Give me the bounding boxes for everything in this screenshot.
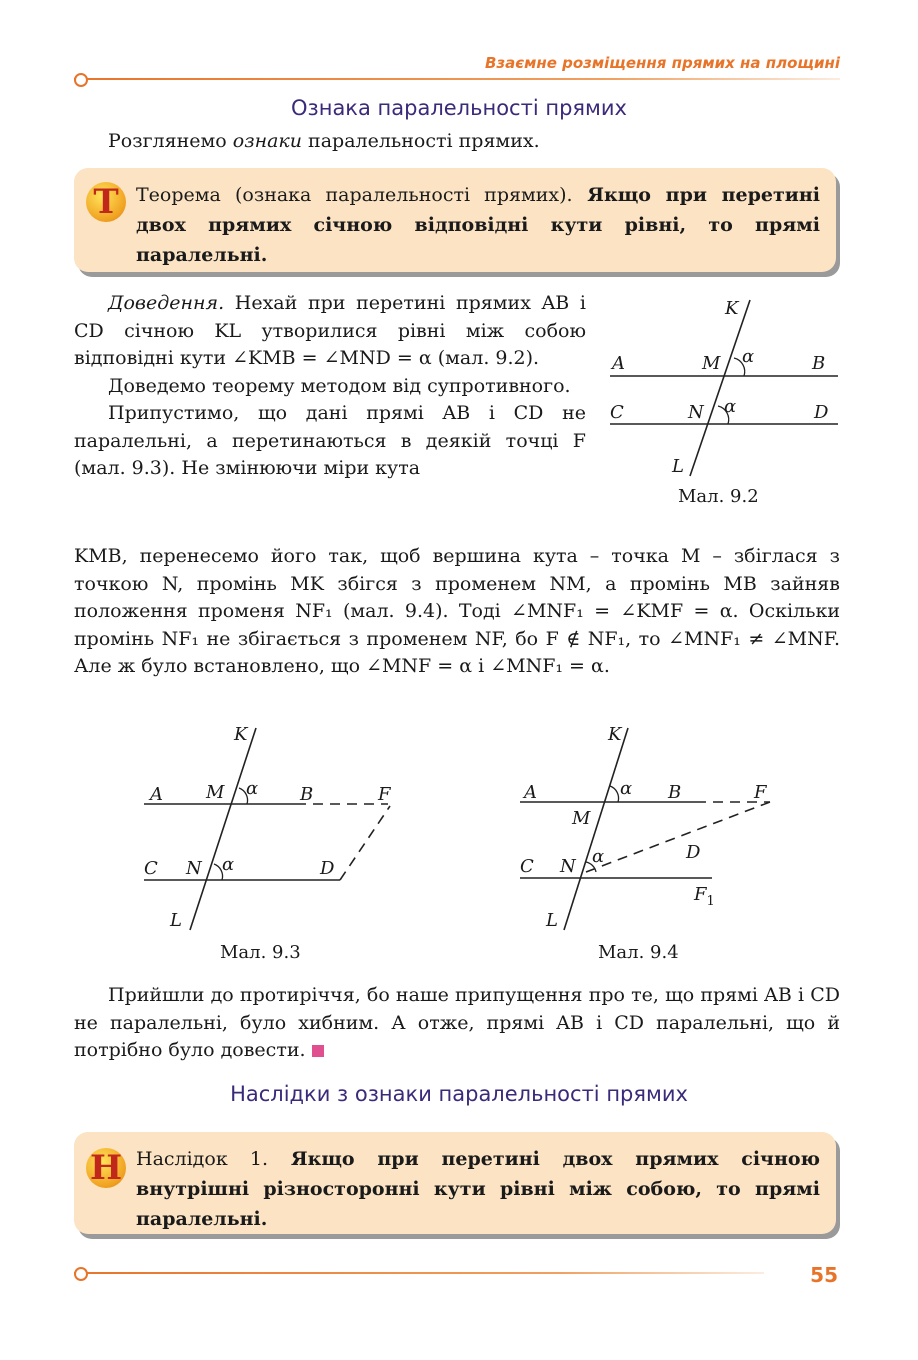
proof-label: Доведення. (108, 292, 225, 314)
label-f1-sub: 1 (706, 894, 715, 909)
line-nf-dashed (586, 802, 770, 872)
figure-9-2-caption: Мал. 9.2 (678, 486, 759, 507)
label-k: K (725, 298, 739, 319)
corollary-label: Наслідок 1. (136, 1148, 269, 1170)
label-f1 (693, 884, 715, 909)
theorem-badge-icon: Т (86, 182, 126, 222)
line-kl (690, 300, 750, 476)
conclusion-wrap (74, 982, 840, 1065)
label-alpha-1: α (246, 778, 259, 799)
footer-rule (74, 1272, 764, 1274)
label-f: F (378, 784, 391, 805)
label-m: M (572, 808, 591, 829)
figure-9-4-caption: Мал. 9.4 (598, 942, 679, 963)
label-b: B (668, 782, 682, 803)
corollary-statement: Якщо при перетині двох прямих січною внутрішні різносторонні кути рівні між собою, то прямі паралельні. (136, 1148, 820, 1230)
label-c: C (520, 856, 534, 877)
label-d: D (686, 842, 701, 863)
label-c: C (144, 858, 158, 879)
label-b: B (812, 353, 826, 374)
header-rule-dot (74, 73, 88, 87)
section-title: Ознака паралельності прямих (291, 96, 627, 120)
label-d: D (320, 858, 335, 879)
theorem-statement: Якщо при перетині двох прямих січною відповідні кути рівні, то прямі паралельні. (136, 184, 820, 266)
label-d: D (814, 402, 829, 423)
label-l: L (546, 910, 558, 931)
label-alpha-1: α (620, 778, 633, 799)
label-alpha-2: α (724, 396, 737, 417)
label-n: N (186, 858, 202, 879)
page-number: 55 (810, 1263, 838, 1287)
label-m: M (206, 782, 225, 803)
label-alpha-2: α (222, 854, 235, 875)
proof-paragraph-4 (74, 543, 840, 681)
proof-paragraph-2: Доведемо теорему методом від супротивного. (108, 374, 571, 397)
proof-paragraph-3: Припустимо, що дані прямі AB і CD не паралельні, а перетинаються в деякій точці F (мал. 9.3). Не змінюючи міри кута (74, 402, 586, 479)
footer-rule-dot (74, 1267, 88, 1281)
label-k: K (608, 724, 622, 745)
label-c: C (610, 402, 624, 423)
theorem-label: Теорема (ознака паралельності прямих). (136, 184, 573, 206)
intro-italic: ознаки (232, 130, 302, 152)
conclusion-text: Прийшли до протиріччя, бо наше припущення про те, що прямі AB і CD не паралельні, було хибним. А отже, прямі AB і CD паралельні, що й потрібно було довести. (74, 984, 840, 1061)
proof-p1-text: Нехай при перетині прямих AB і CD січною KL утворилися рівні між собою відповідні кути ∠KMB = ∠MND = α (мал. 9.2). (74, 292, 586, 369)
conclusion-paragraph (74, 982, 840, 1065)
label-n: N (560, 856, 576, 877)
label-m: M (702, 353, 721, 374)
angle-arc-m (610, 786, 619, 802)
intro-line (108, 128, 848, 156)
end-of-proof-icon (312, 1045, 324, 1057)
label-a: A (150, 784, 163, 805)
line-df-dashed (340, 806, 390, 880)
intro-text-2: паралельності прямих. (302, 130, 540, 152)
label-f: F (754, 782, 767, 803)
proof-paragraph-1 (74, 290, 586, 373)
label-n: N (688, 402, 704, 423)
label-f1-letter: F (694, 884, 707, 905)
figure-9-3 (136, 720, 406, 940)
running-title: Взаємне розміщення прямих на площині (484, 54, 840, 72)
label-b: B (300, 784, 314, 805)
label-a: A (524, 782, 537, 803)
proof-column (74, 290, 586, 483)
theorem-text (136, 180, 820, 270)
line-kl (190, 728, 259, 930)
proof-p4-text: KMB, перенесемо його так, щоб вершина кута – точка M – збіглася з точкою N, промінь MK збігся з променем NM, а промінь MB зайняв положення променя NF₁ (мал. 9.4). Тоді ∠MNF₁ = ∠KMF = α. Оскільки промінь NF₁ не збігається з променем NF, бо F ∉ NF₁, то ∠MNF₁ ≠ ∠MNF. Але ж було встановлено, що ∠MNF = α і ∠MNF₁ = α. (74, 545, 840, 677)
label-l: L (672, 456, 684, 477)
corollary-badge-icon: Н (86, 1148, 126, 1188)
theorem-box (74, 168, 836, 272)
label-l: L (170, 910, 182, 931)
label-a: A (612, 353, 625, 374)
label-alpha-1: α (742, 346, 755, 367)
label-alpha-2: α (592, 846, 605, 867)
section-2-title: Наслідки з ознаки паралельності прямих (230, 1082, 688, 1106)
header-rule (74, 78, 840, 80)
line-kl (564, 728, 628, 930)
figure-9-3-caption: Мал. 9.3 (220, 942, 301, 963)
figure-9-4 (512, 720, 782, 940)
corollary-text (136, 1144, 820, 1234)
corollary-box (74, 1132, 836, 1234)
intro-text-1: Розглянемо (108, 130, 233, 152)
label-k: K (234, 724, 248, 745)
